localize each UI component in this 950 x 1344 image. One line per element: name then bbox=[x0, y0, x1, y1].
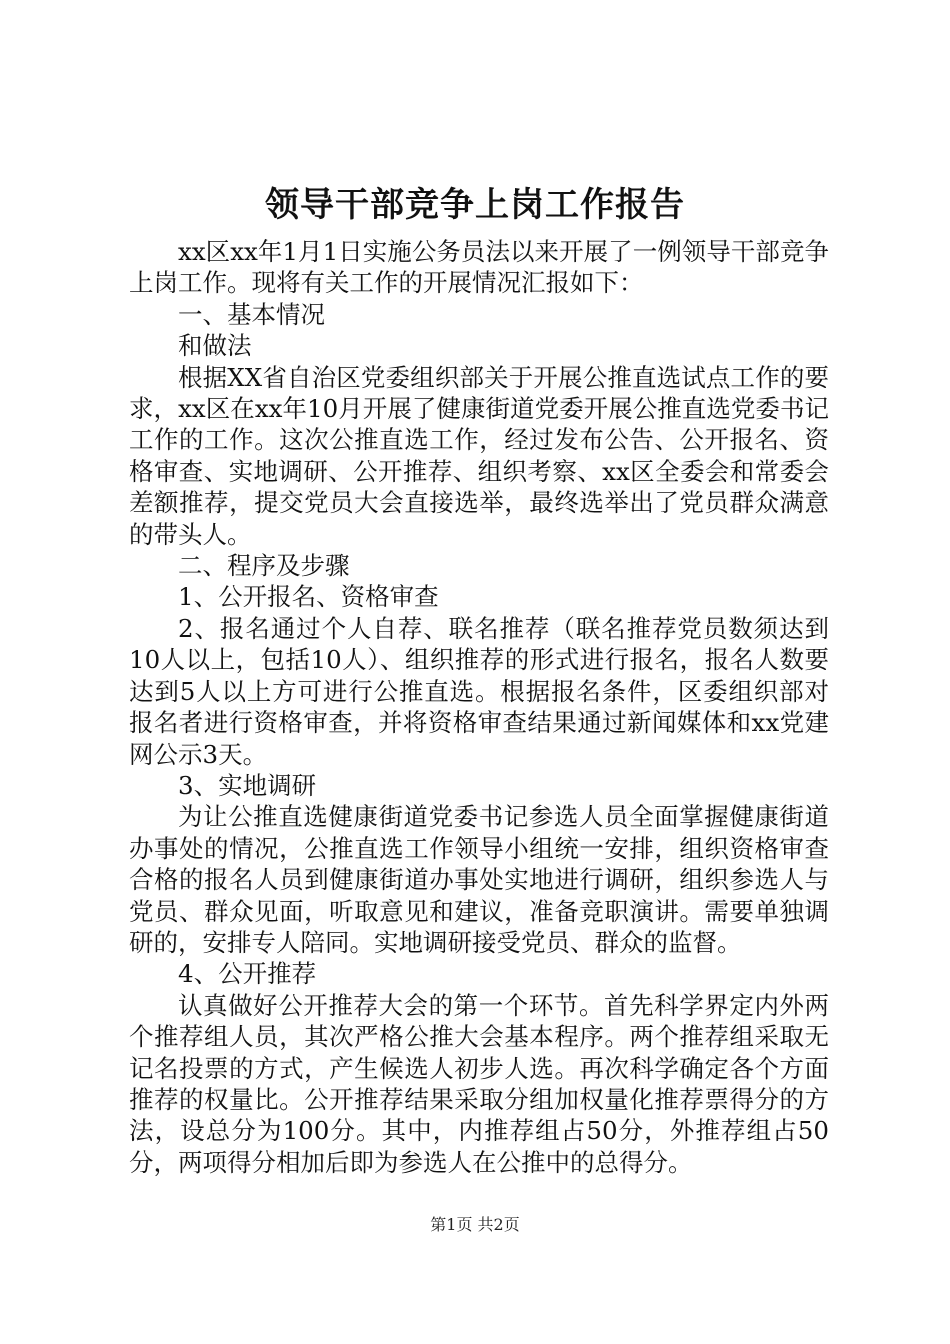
step-4-paragraph: 认真做好公开推荐大会的第一个环节。首先科学界定内外两个推荐组人员，其次严格公推大会基本程序。两个推荐组采取无记名投票的方式，产生候选人初步人选。再次科学确定各个方面推荐的权量比。公开推荐结果采取分组加权量化推荐票得分的方法，设总分为100分。其中，内推荐组占50分，外推荐组占50分，两项得分相加后即为参选人在公推中的总得分。 bbox=[129, 990, 829, 1177]
step-3-paragraph: 为让公推直选健康街道党委书记参选人员全面掌握健康街道办事处的情况，公推直选工作领导小组统一安排，组织资格审查合格的报名人员到健康街道办事处实地进行调研，组织参选人与党员、群众见面，听取意见和建议，准备竞职演讲。需要单独调研的，安排专人陪同。实地调研接受党员、群众的监督。 bbox=[129, 802, 829, 957]
step-4-heading: 4、公开推荐 bbox=[178, 959, 317, 989]
document-body bbox=[129, 236, 829, 1178]
section-heading-basic: 一、基本情况 bbox=[178, 299, 325, 329]
section-heading-procedure: 二、程序及步骤 bbox=[178, 551, 350, 581]
document-title: 领导干部竞争上岗工作报告 bbox=[265, 185, 685, 225]
basic-situation-paragraph: 根据XX省自治区党委组织部关于开展公推直选试点工作的要求，xx区在xx年10月开展了健康街道党委开展公推直选党委书记工作的工作。这次公推直选工作，经过发布公告、公开报名、资格审查、实地调研、公开推荐、组织考察、xx区全委会和常委会差额推荐，提交党员大会直接选举，最终选举出了党员群众满意的带头人。 bbox=[129, 362, 829, 549]
page-footer: 第1页 共2页 bbox=[430, 1215, 520, 1234]
step-3-heading: 3、实地调研 bbox=[178, 770, 317, 800]
intro-paragraph: xx区xx年1月1日实施公务员法以来开展了一例领导干部竞争上岗工作。现将有关工作的开展情况汇报如下： bbox=[129, 237, 829, 298]
step-1-heading: 1、公开报名、资格审查 bbox=[178, 582, 439, 612]
section-heading-basic-cont: 和做法 bbox=[178, 331, 252, 361]
step-2-paragraph: 2、报名通过个人自荐、联名推荐（联名推荐党员数须达到10人以上，包括10人）、组织推荐的形式进行报名，报名人数要达到5人以上方可进行公推直选。根据报名条件，区委组织部对报名者进行资格审查，并将资格审查结果通过新闻媒体和xx党建网公示3天。 bbox=[129, 613, 829, 769]
